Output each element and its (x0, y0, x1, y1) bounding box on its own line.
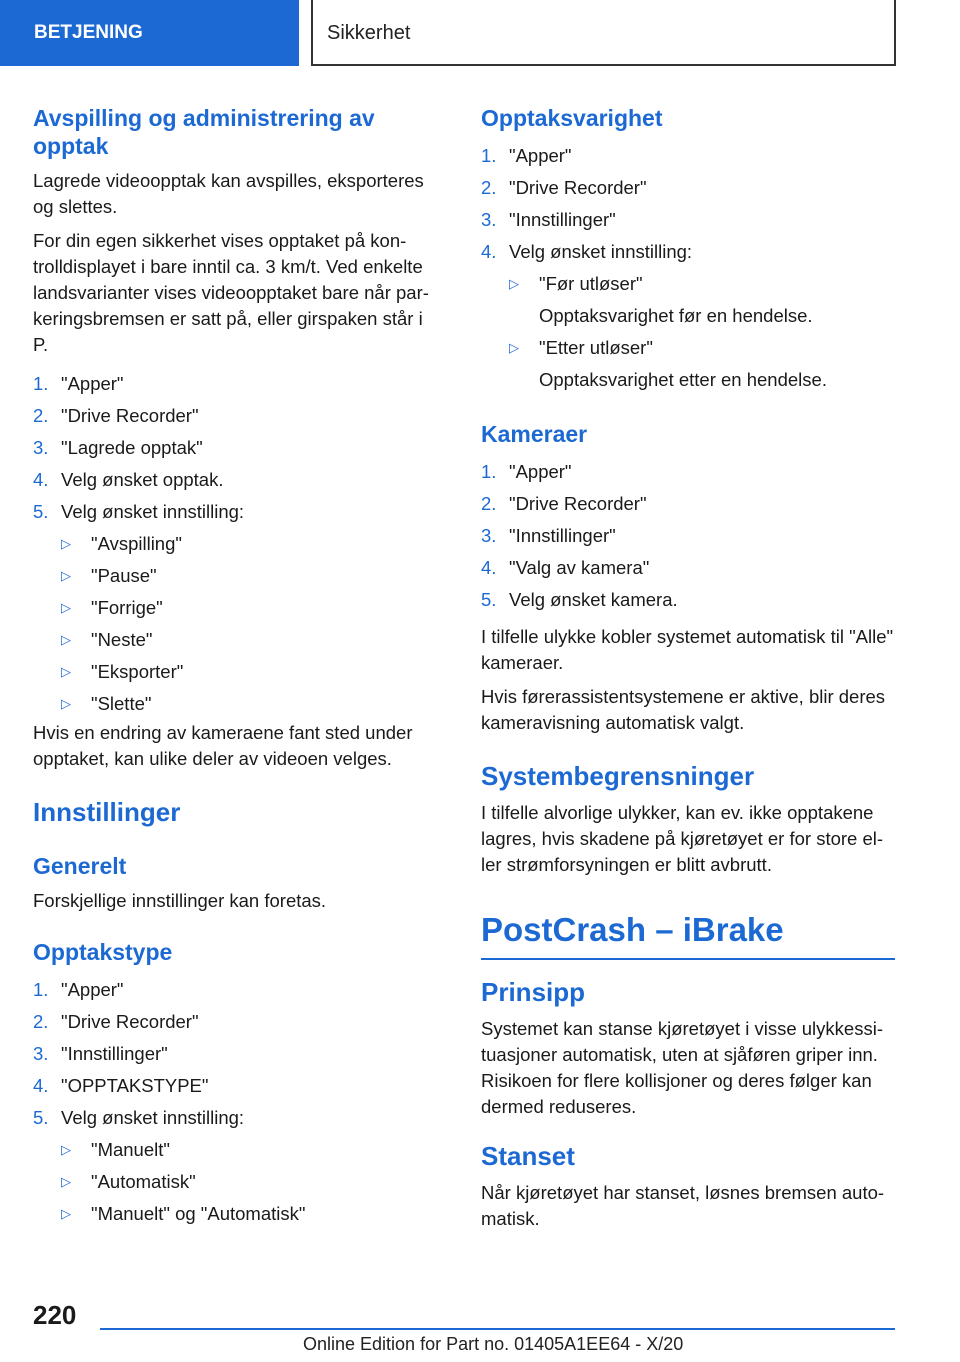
heading-cameras: Kameraer (481, 421, 588, 447)
step-text: "Drive Recorder" (509, 177, 647, 198)
step-number: 2. (481, 493, 497, 514)
list-item (33, 464, 438, 496)
option-text: "Slette" (91, 693, 152, 714)
option-text: "Eksporter" (91, 661, 184, 682)
step-text: "Drive Recorder" (509, 493, 647, 514)
list-item (33, 1006, 438, 1038)
step-text: Velg ønsket innstilling: (61, 501, 245, 522)
step-number: 1. (481, 145, 497, 166)
heading-principle: Prinsipp (481, 977, 586, 1007)
heading-system-limits: Systembegrensninger (481, 761, 755, 791)
page-number: 220 (33, 1300, 77, 1330)
list-item (61, 624, 438, 656)
option-description: Opptaksvarighet etter en hendelse. (539, 369, 827, 390)
step-number: 1. (33, 373, 49, 394)
option-text: "Manuelt" (91, 1139, 170, 1160)
list-item (481, 584, 895, 616)
option-text: "Før utløser" (539, 273, 643, 294)
option-text: "Avspilling" (91, 533, 182, 554)
step-text: "Apper" (61, 979, 124, 1000)
heading-postcrash: PostCrash – iBrake (481, 908, 895, 960)
heading-playback: Avspilling og administrering av opptak (33, 105, 375, 159)
options-recording-type (33, 1134, 438, 1230)
list-item (509, 268, 895, 300)
step-number: 4. (481, 557, 497, 578)
triangle-right-icon: ▷ (61, 536, 71, 551)
step-text: "OPPTAKSTYPE" (61, 1075, 209, 1096)
footer-divider (100, 1328, 895, 1330)
list-item (481, 456, 895, 488)
steps-recording-type (33, 974, 438, 1134)
list-item (33, 432, 438, 464)
option-text: "Etter utløser" (539, 337, 653, 358)
option-text: "Neste" (91, 629, 153, 650)
triangle-right-icon: ▷ (61, 568, 71, 583)
list-item (33, 496, 438, 528)
list-item (61, 1198, 438, 1230)
triangle-right-icon: ▷ (61, 600, 71, 615)
list-item (33, 1070, 438, 1102)
triangle-right-icon: ▷ (61, 632, 71, 647)
paragraph: I tilfelle alvorlige ulykker, kan ev. ikke opptakene lagres, hvis skadene på kjøretøyet er for store el-ler strømforsyningen er blitt avbrutt. (481, 802, 884, 875)
paragraph: For din egen sikkerhet vises opptaket på kon-trolldisplayet i bare inntil ca. 3 km/t. Ved enkelte landsvarianter vises videoopptaket bare når par-keringsbremsen er satt på, eller girspaken står i P. (33, 230, 429, 355)
step-text: "Apper" (61, 373, 124, 394)
triangle-right-icon: ▷ (509, 276, 519, 291)
step-number: 1. (33, 979, 49, 1000)
step-text: Velg ønsket innstilling: (61, 1107, 245, 1128)
heading-settings: Innstillinger (33, 797, 181, 827)
step-text: "Drive Recorder" (61, 405, 199, 426)
heading-recording-type: Opptakstype (33, 939, 173, 965)
list-item (61, 656, 438, 688)
step-number: 3. (33, 1043, 49, 1064)
step-text: "Apper" (509, 145, 572, 166)
option-text: "Manuelt" og "Automatisk" (91, 1203, 306, 1224)
list-item (481, 552, 895, 584)
list-item (61, 592, 438, 624)
options-duration (481, 268, 895, 300)
heading-general: Generelt (33, 853, 127, 879)
step-text: Velg ønsket innstilling: (509, 241, 693, 262)
list-item (481, 140, 895, 172)
edition-text: Online Edition for Part no. 01405A1EE64 - X/20 (303, 1334, 684, 1354)
paragraph: Lagrede videoopptak kan avspilles, eksporteres og slettes. (33, 170, 424, 217)
options-playback (33, 528, 438, 720)
steps-duration (481, 140, 895, 268)
list-item (33, 974, 438, 1006)
steps-playback (33, 368, 438, 528)
section-tab: BETJENING (0, 0, 299, 66)
triangle-right-icon: ▷ (61, 1206, 71, 1221)
list-item (481, 236, 895, 268)
list-item (33, 1038, 438, 1070)
paragraph: Når kjøretøyet har stanset, løsnes bremsen auto-matisk. (481, 1182, 885, 1229)
list-item (61, 528, 438, 560)
paragraph: Hvis en endring av kameraene fant sted under opptaket, kan ulike deler av videoen velges. (33, 722, 413, 769)
option-text: "Automatisk" (91, 1171, 196, 1192)
paragraph: Forskjellige innstillinger kan foretas. (33, 890, 327, 911)
step-text: "Innstillinger" (509, 525, 616, 546)
heading-duration: Opptaksvarighet (481, 105, 663, 131)
step-text: "Lagrede opptak" (61, 437, 203, 458)
paragraph: Systemet kan stanse kjøretøyet i visse ulykkessi-tuasjoner automatisk, uten at sjåføren griper inn. Risikoen for flere kollisjoner og deres følger kan dermed reduseres. (481, 1018, 883, 1117)
option-text: "Forrige" (91, 597, 163, 618)
step-number: 2. (481, 177, 497, 198)
step-number: 4. (33, 1075, 49, 1096)
list-item (481, 204, 895, 236)
step-number: 2. (33, 1011, 49, 1032)
page-header (0, 0, 960, 66)
step-number: 4. (481, 241, 497, 262)
triangle-right-icon: ▷ (61, 1174, 71, 1189)
list-item (61, 1166, 438, 1198)
triangle-right-icon: ▷ (61, 696, 71, 711)
list-item (33, 400, 438, 432)
heading-stopped: Stanset (481, 1141, 575, 1171)
chapter-title: Sikkerhet (311, 0, 896, 66)
step-text: "Drive Recorder" (61, 1011, 199, 1032)
left-column (33, 100, 438, 1230)
option-description: Opptaksvarighet før en hendelse. (539, 305, 813, 326)
step-number: 5. (33, 501, 49, 522)
step-number: 5. (33, 1107, 49, 1128)
triangle-right-icon: ▷ (509, 340, 519, 355)
step-number: 2. (33, 405, 49, 426)
right-column (481, 100, 895, 1232)
step-number: 1. (481, 461, 497, 482)
list-item (61, 560, 438, 592)
step-number: 5. (481, 589, 497, 610)
list-item (481, 488, 895, 520)
step-number: 3. (33, 437, 49, 458)
step-text: Velg ønsket kamera. (509, 589, 678, 610)
paragraph: Hvis førerassistentsystemene er aktive, blir deres kameravisning automatisk valgt. (481, 686, 886, 733)
step-text: "Valg av kamera" (509, 557, 650, 578)
list-item (33, 1102, 438, 1134)
list-item (33, 368, 438, 400)
step-text: "Innstillinger" (509, 209, 616, 230)
triangle-right-icon: ▷ (61, 664, 71, 679)
step-number: 3. (481, 525, 497, 546)
list-item (509, 332, 895, 364)
list-item (481, 520, 895, 552)
steps-cameras (481, 456, 895, 616)
step-number: 3. (481, 209, 497, 230)
paragraph: I tilfelle ulykke kobler systemet automatisk til "Alle" kameraer. (481, 626, 894, 673)
list-item (61, 1134, 438, 1166)
list-item (61, 688, 438, 720)
triangle-right-icon: ▷ (61, 1142, 71, 1157)
list-item (481, 172, 895, 204)
step-text: "Apper" (509, 461, 572, 482)
step-text: "Innstillinger" (61, 1043, 168, 1064)
option-text: "Pause" (91, 565, 157, 586)
step-number: 4. (33, 469, 49, 490)
options-duration (481, 332, 895, 364)
step-text: Velg ønsket opptak. (61, 469, 224, 490)
